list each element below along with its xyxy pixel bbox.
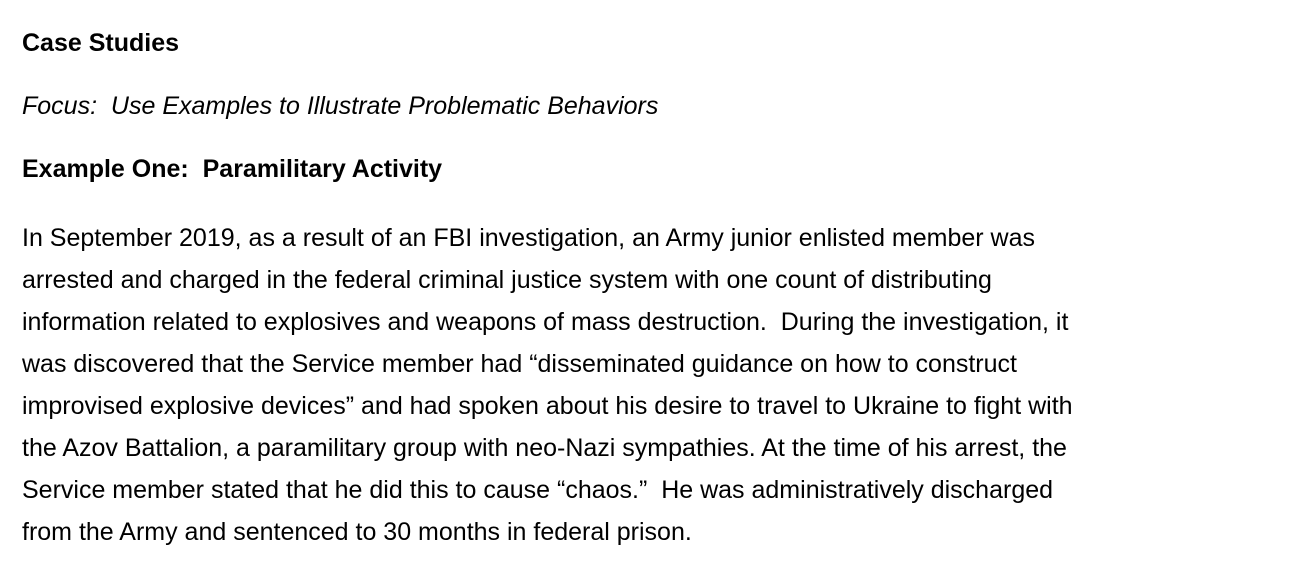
- paragraph-line: was discovered that the Service member had “disseminated guidance on how to construct: [22, 350, 1017, 378]
- paragraph-line: improvised explosive devices” and had spoken about his desire to travel to Ukraine to fight with: [22, 392, 1073, 420]
- section-title: Case Studies: [22, 29, 180, 57]
- example-heading: Example One: Paramilitary Activity: [22, 155, 443, 183]
- case-paragraph: [22, 217, 1288, 553]
- paragraph-line: from the Army and sentenced to 30 months in federal prison.: [22, 518, 692, 546]
- paragraph-line: information related to explosives and weapons of mass destruction. During the investigation, it: [22, 308, 1069, 336]
- paragraph-line: arrested and charged in the federal criminal justice system with one count of distributing: [22, 266, 992, 294]
- focus-statement: Focus: Use Examples to Illustrate Problematic Behaviors: [22, 92, 659, 120]
- paragraph-line: In September 2019, as a result of an FBI investigation, an Army junior enlisted member was: [22, 224, 1036, 252]
- paragraph-line: Service member stated that he did this to cause “chaos.” He was administratively discharged: [22, 476, 1054, 504]
- paragraph-line: the Azov Battalion, a paramilitary group with neo-Nazi sympathies. At the time of his arrest, the: [22, 434, 1067, 462]
